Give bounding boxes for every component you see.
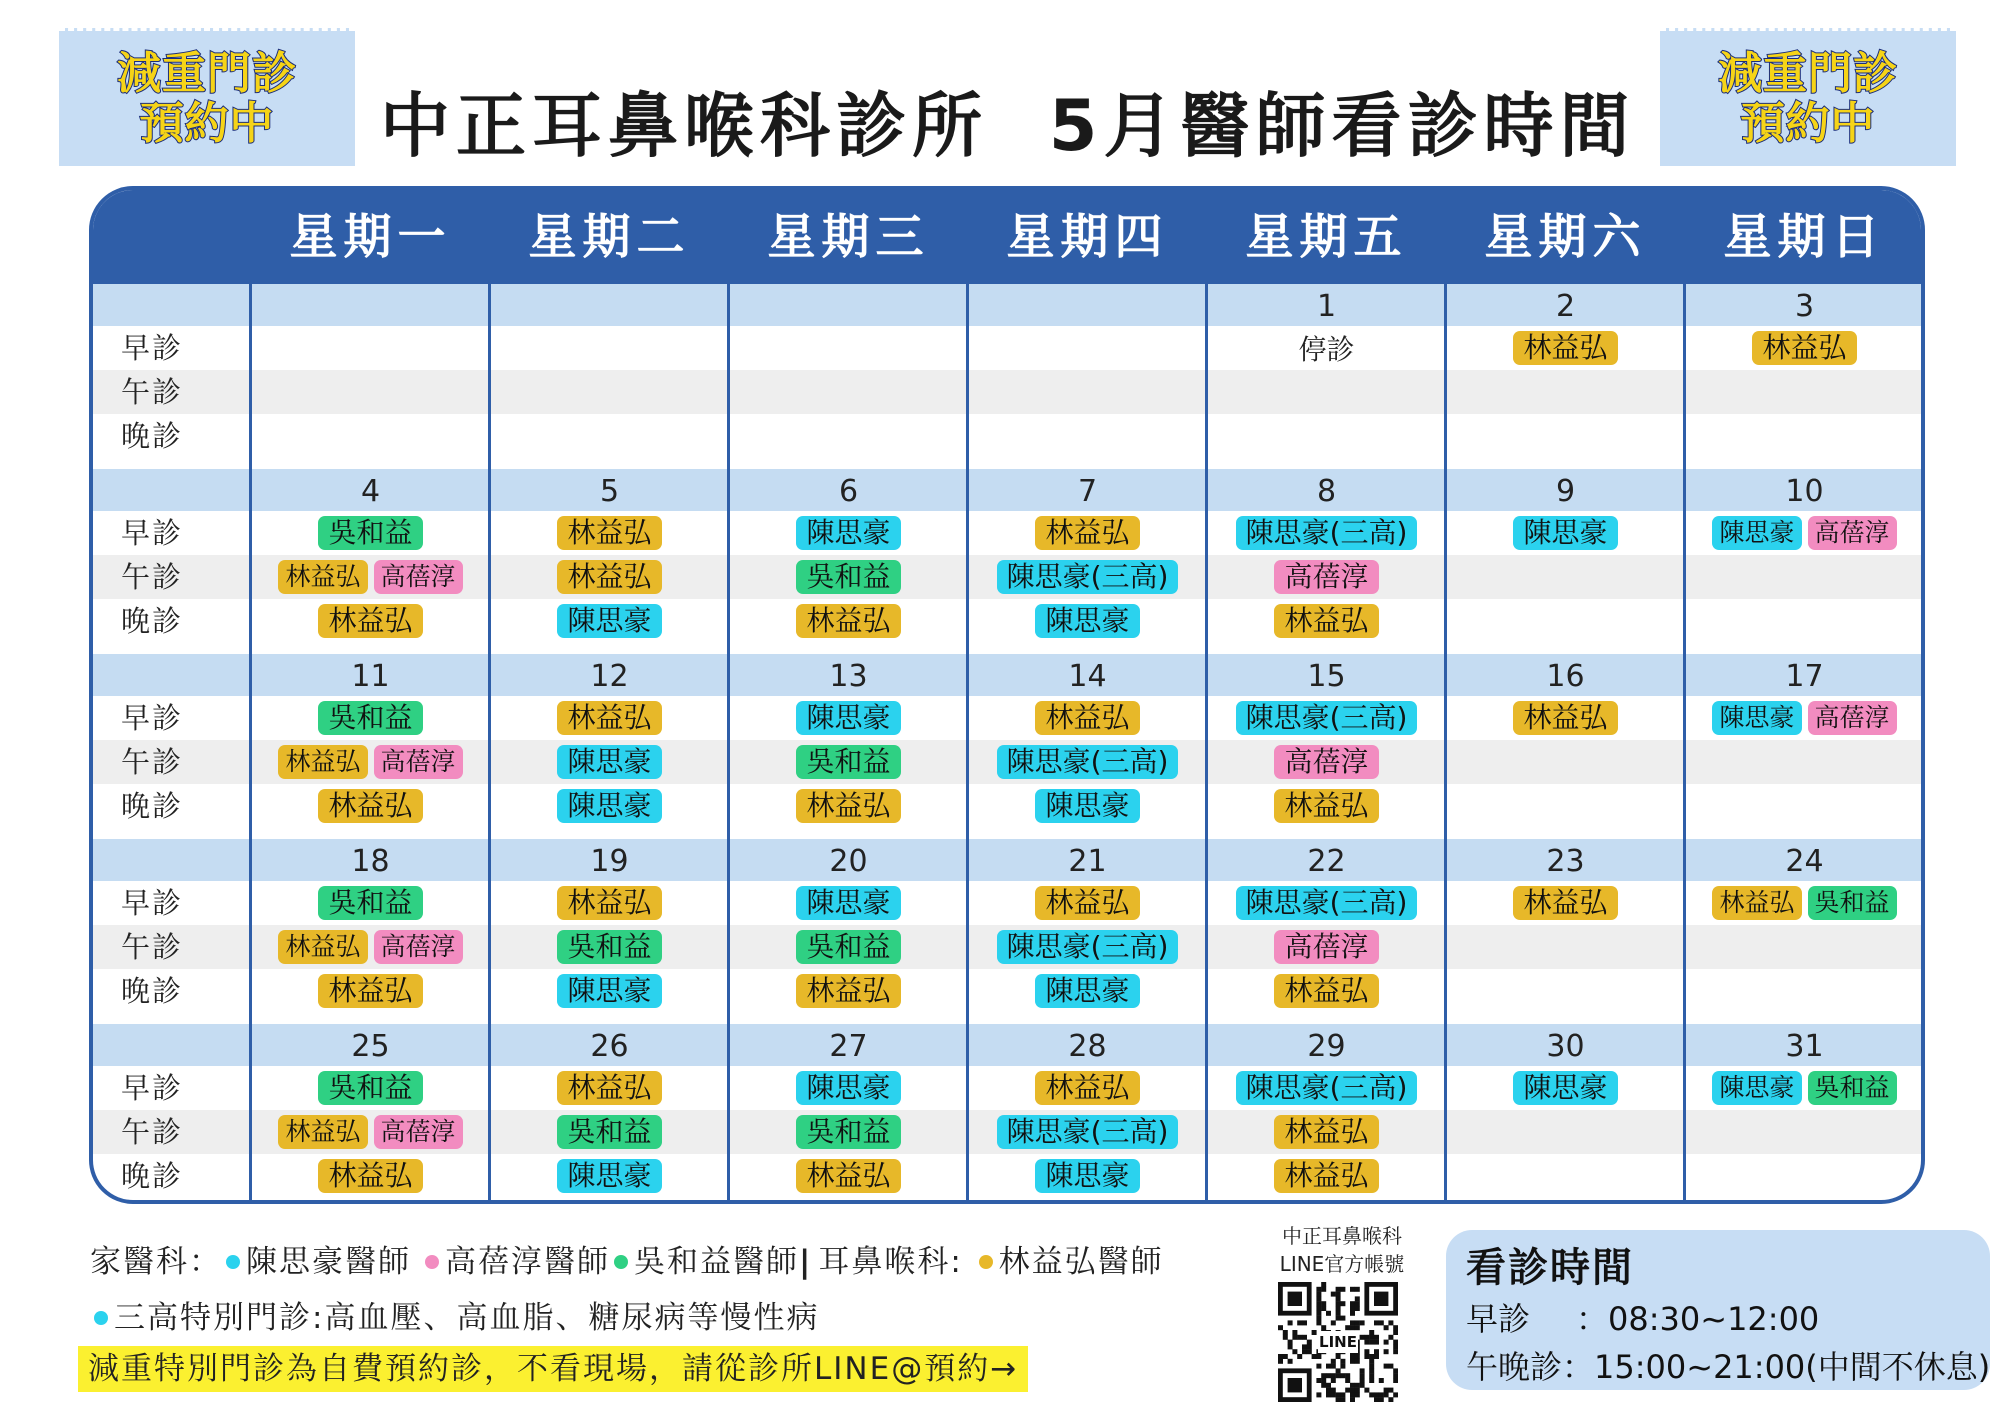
schedule-cell	[490, 740, 729, 784]
promo-line1: 減重門診	[117, 47, 297, 99]
promo-badge-left	[59, 28, 355, 166]
promo-line2: 預約中	[1740, 97, 1876, 149]
doctor-tag: 林益弘	[278, 930, 367, 964]
schedule-cell	[490, 1154, 729, 1198]
hours-afternoon-sep: ：	[1562, 1348, 1595, 1386]
schedule-cell	[1446, 881, 1685, 925]
cyan-dot-icon	[94, 1311, 108, 1325]
column-divider	[249, 284, 252, 1200]
doctor-tag: 高蓓淳	[374, 745, 463, 779]
date-number: 21	[1068, 844, 1107, 879]
date-number: 2	[1555, 289, 1576, 324]
doctor-tag: 高蓓淳	[1274, 560, 1378, 594]
date-number: 24	[1785, 844, 1824, 879]
date-number	[968, 286, 1207, 328]
schedule-cell	[729, 1110, 968, 1154]
schedule-cell	[968, 925, 1207, 969]
legend-kao: 高蓓淳醫師	[445, 1244, 610, 1280]
schedule-cell	[1685, 1110, 1924, 1154]
schedule-cell	[251, 1154, 490, 1198]
promo-line2: 預約中	[139, 97, 275, 149]
schedule-cell	[729, 784, 968, 828]
hours-panel	[1446, 1230, 1990, 1390]
doctor-tag: 陳思豪(三高)	[1236, 516, 1418, 550]
date-number: 29	[1307, 1029, 1346, 1064]
schedule-cell	[1446, 511, 1685, 555]
schedule-cell	[1207, 1110, 1446, 1154]
schedule-cell	[490, 326, 729, 370]
schedule-cell	[968, 784, 1207, 828]
schedule-cell	[251, 511, 490, 555]
doctor-tag: 陳思豪(三高)	[1236, 701, 1418, 735]
schedule-cell	[251, 696, 490, 740]
date-number: 30	[1546, 1029, 1585, 1064]
doctor-tag: 林益弘	[278, 1115, 367, 1149]
schedule-cell	[251, 925, 490, 969]
schedule-cell	[490, 370, 729, 414]
schedule-cell	[1685, 740, 1924, 784]
schedule-cell	[251, 1066, 490, 1110]
schedule-cell	[1207, 881, 1446, 925]
calendar-header	[93, 190, 1921, 284]
schedule-cell	[1685, 555, 1924, 599]
schedule-cell	[1446, 599, 1685, 643]
day-header: 星期六	[1484, 209, 1647, 265]
schedule-cell	[490, 696, 729, 740]
closed-label: 停診	[1298, 333, 1355, 366]
schedule-cell	[968, 326, 1207, 370]
doctor-tag: 陳思豪	[557, 745, 661, 779]
schedule-cell	[251, 326, 490, 370]
doctor-tag: 吳和益	[796, 745, 900, 779]
date-number: 12	[590, 659, 629, 694]
slot-label: 早診	[121, 886, 184, 920]
doctor-tag: 吳和益	[1808, 886, 1897, 920]
doctor-tag: 吳和益	[796, 560, 900, 594]
schedule-cell	[1685, 414, 1924, 458]
date-number	[490, 286, 729, 328]
hours-afternoon-label: 午晚診	[1466, 1348, 1563, 1386]
promo-badge-right	[1660, 28, 1956, 166]
schedule-cell	[1207, 784, 1446, 828]
line-qr-code-icon[interactable]	[1278, 1282, 1398, 1402]
schedule-cell	[490, 599, 729, 643]
schedule-cell	[729, 511, 968, 555]
schedule-cell	[729, 969, 968, 1013]
legend-wu: 吳和益醫師	[634, 1244, 799, 1280]
schedule-cell	[1685, 969, 1924, 1013]
doctor-tag: 林益弘	[318, 789, 422, 823]
date-number: 9	[1555, 474, 1576, 509]
schedule-cell	[1207, 370, 1446, 414]
hours-morning-time: 08:30~12:00	[1608, 1300, 1820, 1338]
doctor-tag: 陳思豪	[1035, 974, 1139, 1008]
column-divider	[488, 284, 491, 1200]
doctor-tag: 陳思豪	[557, 974, 661, 1008]
schedule-cell	[968, 555, 1207, 599]
doctor-tag: 林益弘	[1274, 789, 1378, 823]
schedule-cell	[1685, 925, 1924, 969]
green-dot-icon	[614, 1255, 628, 1269]
doctor-tag: 陳思豪	[1035, 1159, 1139, 1193]
slot-label: 晚診	[121, 789, 184, 823]
doctor-tag: 高蓓淳	[1274, 930, 1378, 964]
doctor-tag: 林益弘	[318, 1159, 422, 1193]
doctor-tag: 林益弘	[557, 886, 661, 920]
date-number: 19	[590, 844, 629, 879]
day-header: 星期日	[1723, 209, 1886, 265]
doctor-tag: 陳思豪(三高)	[997, 930, 1179, 964]
pink-dot-icon	[425, 1255, 439, 1269]
schedule-cell	[968, 881, 1207, 925]
schedule-cell	[1685, 881, 1924, 925]
date-number: 10	[1785, 474, 1824, 509]
schedule-cell	[251, 784, 490, 828]
day-header: 星期一	[289, 209, 452, 265]
schedule-cell	[251, 740, 490, 784]
doctor-tag: 陳思豪(三高)	[1236, 1071, 1418, 1105]
schedule-cell	[729, 555, 968, 599]
date-number: 20	[829, 844, 868, 879]
date-number: 16	[1546, 659, 1585, 694]
date-number	[729, 286, 968, 328]
date-number: 7	[1077, 474, 1098, 509]
legend-doctors	[90, 1236, 1164, 1281]
schedule-calendar	[89, 186, 1925, 1204]
day-header: 星期五	[1245, 209, 1408, 265]
date-number: 15	[1307, 659, 1346, 694]
day-header: 星期三	[767, 209, 930, 265]
schedule-cell	[1207, 696, 1446, 740]
schedule-cell	[1446, 1154, 1685, 1198]
hours-morning	[1466, 1294, 1819, 1340]
schedule-cell	[1207, 555, 1446, 599]
schedule-cell	[490, 1066, 729, 1110]
date-number: 1	[1316, 289, 1337, 324]
doctor-tag: 陳思豪	[557, 789, 661, 823]
doctor-tag: 陳思豪(三高)	[997, 1115, 1179, 1149]
doctor-tag: 林益弘	[796, 1159, 900, 1193]
schedule-cell	[1446, 1066, 1685, 1110]
doctor-tag: 吳和益	[1808, 1071, 1897, 1105]
schedule-cell	[1207, 925, 1446, 969]
schedule-cell	[490, 881, 729, 925]
doctor-tag: 陳思豪	[1035, 789, 1139, 823]
doctor-tag: 高蓓淳	[1808, 701, 1897, 735]
schedule-cell	[968, 1154, 1207, 1198]
schedule-cell	[1446, 925, 1685, 969]
schedule-cell	[1685, 1154, 1924, 1198]
doctor-tag: 林益弘	[796, 604, 900, 638]
schedule-cell	[729, 599, 968, 643]
column-divider	[1444, 284, 1447, 1200]
schedule-cell	[1207, 599, 1446, 643]
schedule-cell	[729, 1066, 968, 1110]
date-number: 13	[829, 659, 868, 694]
schedule-cell	[1685, 370, 1924, 414]
doctor-tag: 吳和益	[318, 886, 422, 920]
date-number: 17	[1785, 659, 1824, 694]
schedule-cell	[729, 696, 968, 740]
legend-special-text: 三高特別門診:高血壓、高血脂、糖尿病等慢性病	[114, 1300, 820, 1336]
schedule-cell	[1207, 414, 1446, 458]
doctor-tag: 吳和益	[318, 701, 422, 735]
doctor-tag: 林益弘	[318, 974, 422, 1008]
schedule-cell	[1446, 414, 1685, 458]
schedule-cell	[729, 740, 968, 784]
schedule-cell	[1446, 740, 1685, 784]
schedule-cell	[968, 1066, 1207, 1110]
doctor-tag: 高蓓淳	[1808, 516, 1897, 550]
doctor-tag: 陳思豪	[1712, 701, 1801, 735]
schedule-cell	[968, 696, 1207, 740]
doctor-tag: 陳思豪(三高)	[997, 560, 1179, 594]
schedule-cell	[251, 414, 490, 458]
doctor-tag: 林益弘	[1274, 1115, 1378, 1149]
date-number: 26	[590, 1029, 629, 1064]
schedule-cell	[490, 511, 729, 555]
doctor-tag: 陳思豪	[1513, 516, 1617, 550]
schedule-cell	[1685, 511, 1924, 555]
doctor-tag: 林益弘	[1752, 331, 1856, 365]
schedule-cell	[1446, 326, 1685, 370]
doctor-tag: 高蓓淳	[374, 560, 463, 594]
slot-label: 早診	[121, 701, 184, 735]
schedule-cell	[251, 969, 490, 1013]
date-number: 8	[1316, 474, 1337, 509]
column-divider	[1205, 284, 1208, 1200]
schedule-cell	[490, 784, 729, 828]
doctor-tag: 高蓓淳	[1274, 745, 1378, 779]
date-number: 22	[1307, 844, 1346, 879]
schedule-cell	[490, 969, 729, 1013]
doctor-tag: 林益弘	[318, 604, 422, 638]
slot-label: 晚診	[121, 604, 184, 638]
column-divider	[727, 284, 730, 1200]
doctor-tag: 陳思豪	[557, 604, 661, 638]
schedule-cell	[1446, 555, 1685, 599]
schedule-cell	[490, 555, 729, 599]
doctor-tag: 吳和益	[557, 1115, 661, 1149]
hours-morning-label: 早診	[1466, 1300, 1531, 1338]
legend-special	[90, 1292, 819, 1337]
qr-caption-1: 中正耳鼻喉科	[1282, 1224, 1402, 1248]
schedule-cell	[1207, 326, 1446, 370]
schedule-cell	[968, 969, 1207, 1013]
schedule-cell	[251, 1110, 490, 1154]
doctor-tag: 林益弘	[1513, 331, 1617, 365]
date-number: 25	[351, 1029, 390, 1064]
schedule-cell	[968, 1110, 1207, 1154]
weight-loss-notice: 減重特別門診為自費預約診，不看現場，請從診所LINE@預約→	[78, 1346, 1028, 1392]
hours-morning-sep: ：	[1576, 1300, 1609, 1338]
schedule-cell	[1685, 599, 1924, 643]
slot-label: 午診	[121, 560, 184, 594]
schedule-cell	[1685, 696, 1924, 740]
page-title: 中正耳鼻喉科診所 5月醫師看診時間	[380, 85, 1636, 167]
date-number: 27	[829, 1029, 868, 1064]
doctor-tag: 陳思豪	[1035, 604, 1139, 638]
doctor-tag: 林益弘	[557, 560, 661, 594]
doctor-tag: 林益弘	[557, 701, 661, 735]
schedule-cell	[251, 370, 490, 414]
date-number: 28	[1068, 1029, 1107, 1064]
legend-ent-label: 耳鼻喉科:	[818, 1244, 975, 1280]
doctor-tag: 林益弘	[1274, 604, 1378, 638]
schedule-cell	[1446, 370, 1685, 414]
schedule-cell	[729, 925, 968, 969]
day-header: 星期二	[528, 209, 691, 265]
schedule-cell	[968, 511, 1207, 555]
slot-label: 午診	[121, 1115, 184, 1149]
doctor-tag: 吳和益	[796, 930, 900, 964]
hours-afternoon	[1466, 1342, 1990, 1388]
schedule-cell	[1446, 696, 1685, 740]
hours-title: 看診時間	[1466, 1245, 1634, 1291]
schedule-cell	[1446, 784, 1685, 828]
date-number: 11	[351, 659, 390, 694]
doctor-tag: 吳和益	[318, 1071, 422, 1105]
schedule-cell	[1446, 969, 1685, 1013]
schedule-cell	[729, 370, 968, 414]
slot-label: 晚診	[121, 1159, 184, 1193]
schedule-cell	[729, 1154, 968, 1198]
date-number: 18	[351, 844, 390, 879]
schedule-cell	[251, 555, 490, 599]
schedule-cell	[490, 1110, 729, 1154]
hours-afternoon-time: 15:00~21:00(中間不休息)	[1594, 1348, 1991, 1386]
doctor-tag: 林益弘	[1513, 701, 1617, 735]
legend-lin: 林益弘醫師	[998, 1244, 1164, 1280]
doctor-tag: 林益弘	[278, 560, 367, 594]
cyan-dot-icon	[226, 1255, 240, 1269]
schedule-cell	[1685, 784, 1924, 828]
yellow-dot-icon	[979, 1255, 993, 1269]
schedule-cell	[251, 599, 490, 643]
doctor-tag: 林益弘	[1712, 886, 1801, 920]
column-divider	[1683, 284, 1686, 1200]
doctor-tag: 吳和益	[557, 930, 661, 964]
doctor-tag: 陳思豪	[1712, 516, 1801, 550]
promo-line1: 減重門診	[1718, 47, 1898, 99]
doctor-tag: 陳思豪	[557, 1159, 661, 1193]
schedule-cell	[968, 740, 1207, 784]
schedule-cell	[1207, 969, 1446, 1013]
doctor-tag: 林益弘	[278, 745, 367, 779]
date-number	[251, 286, 490, 328]
slot-label: 早診	[121, 516, 184, 550]
doctor-tag: 林益弘	[557, 1071, 661, 1105]
day-header: 星期四	[1006, 209, 1169, 265]
slot-label: 早診	[121, 1071, 184, 1105]
doctor-tag: 陳思豪	[1712, 1071, 1801, 1105]
date-number: 4	[360, 474, 381, 509]
qr-caption-2: LINE官方帳號	[1279, 1252, 1405, 1276]
doctor-tag: 林益弘	[557, 516, 661, 550]
doctor-tag: 陳思豪	[796, 516, 900, 550]
schedule-cell	[729, 326, 968, 370]
legend-separator: |	[799, 1244, 813, 1280]
legend-family-label: 家醫科：	[90, 1244, 222, 1280]
column-divider	[966, 284, 969, 1200]
doctor-tag: 吳和益	[318, 516, 422, 550]
qr-center-text: LINE	[1319, 1333, 1357, 1351]
slot-label: 晚診	[121, 974, 184, 1008]
doctor-tag: 陳思豪	[796, 701, 900, 735]
schedule-cell	[1685, 326, 1924, 370]
schedule-cell	[729, 881, 968, 925]
date-number: 3	[1794, 289, 1815, 324]
date-number: 31	[1785, 1029, 1824, 1064]
slot-label: 午診	[121, 375, 184, 409]
date-number: 14	[1068, 659, 1107, 694]
schedule-cell	[968, 414, 1207, 458]
schedule-cell	[1685, 1066, 1924, 1110]
schedule-cell	[968, 370, 1207, 414]
schedule-cell	[1207, 1066, 1446, 1110]
slot-label: 晚診	[121, 419, 184, 453]
schedule-cell	[251, 881, 490, 925]
doctor-tag: 林益弘	[1035, 1071, 1139, 1105]
schedule-cell	[490, 414, 729, 458]
doctor-tag: 林益弘	[1274, 974, 1378, 1008]
doctor-tag: 吳和益	[796, 1115, 900, 1149]
doctor-tag: 陳思豪	[796, 1071, 900, 1105]
doctor-tag: 林益弘	[796, 789, 900, 823]
schedule-cell	[729, 414, 968, 458]
slot-label: 午診	[121, 930, 184, 964]
doctor-tag: 高蓓淳	[374, 1115, 463, 1149]
doctor-tag: 高蓓淳	[374, 930, 463, 964]
schedule-cell	[968, 599, 1207, 643]
schedule-cell	[490, 925, 729, 969]
date-number: 5	[599, 474, 620, 509]
date-number: 23	[1546, 844, 1585, 879]
doctor-tag: 林益弘	[1035, 516, 1139, 550]
doctor-tag: 陳思豪	[796, 886, 900, 920]
schedule-cell	[1207, 511, 1446, 555]
doctor-tag: 陳思豪(三高)	[1236, 886, 1418, 920]
slot-label: 早診	[121, 331, 184, 365]
legend-chen: 陳思豪醫師	[246, 1244, 411, 1280]
slot-label: 午診	[121, 745, 184, 779]
doctor-tag: 林益弘	[1035, 701, 1139, 735]
schedule-cell	[1207, 740, 1446, 784]
date-number: 6	[838, 474, 859, 509]
doctor-tag: 林益弘	[1035, 886, 1139, 920]
schedule-cell	[1207, 1154, 1446, 1198]
doctor-tag: 陳思豪(三高)	[997, 745, 1179, 779]
doctor-tag: 陳思豪	[1513, 1071, 1617, 1105]
doctor-tag: 林益弘	[1274, 1159, 1378, 1193]
schedule-cell	[1446, 1110, 1685, 1154]
doctor-tag: 林益弘	[796, 974, 900, 1008]
doctor-tag: 林益弘	[1513, 886, 1617, 920]
